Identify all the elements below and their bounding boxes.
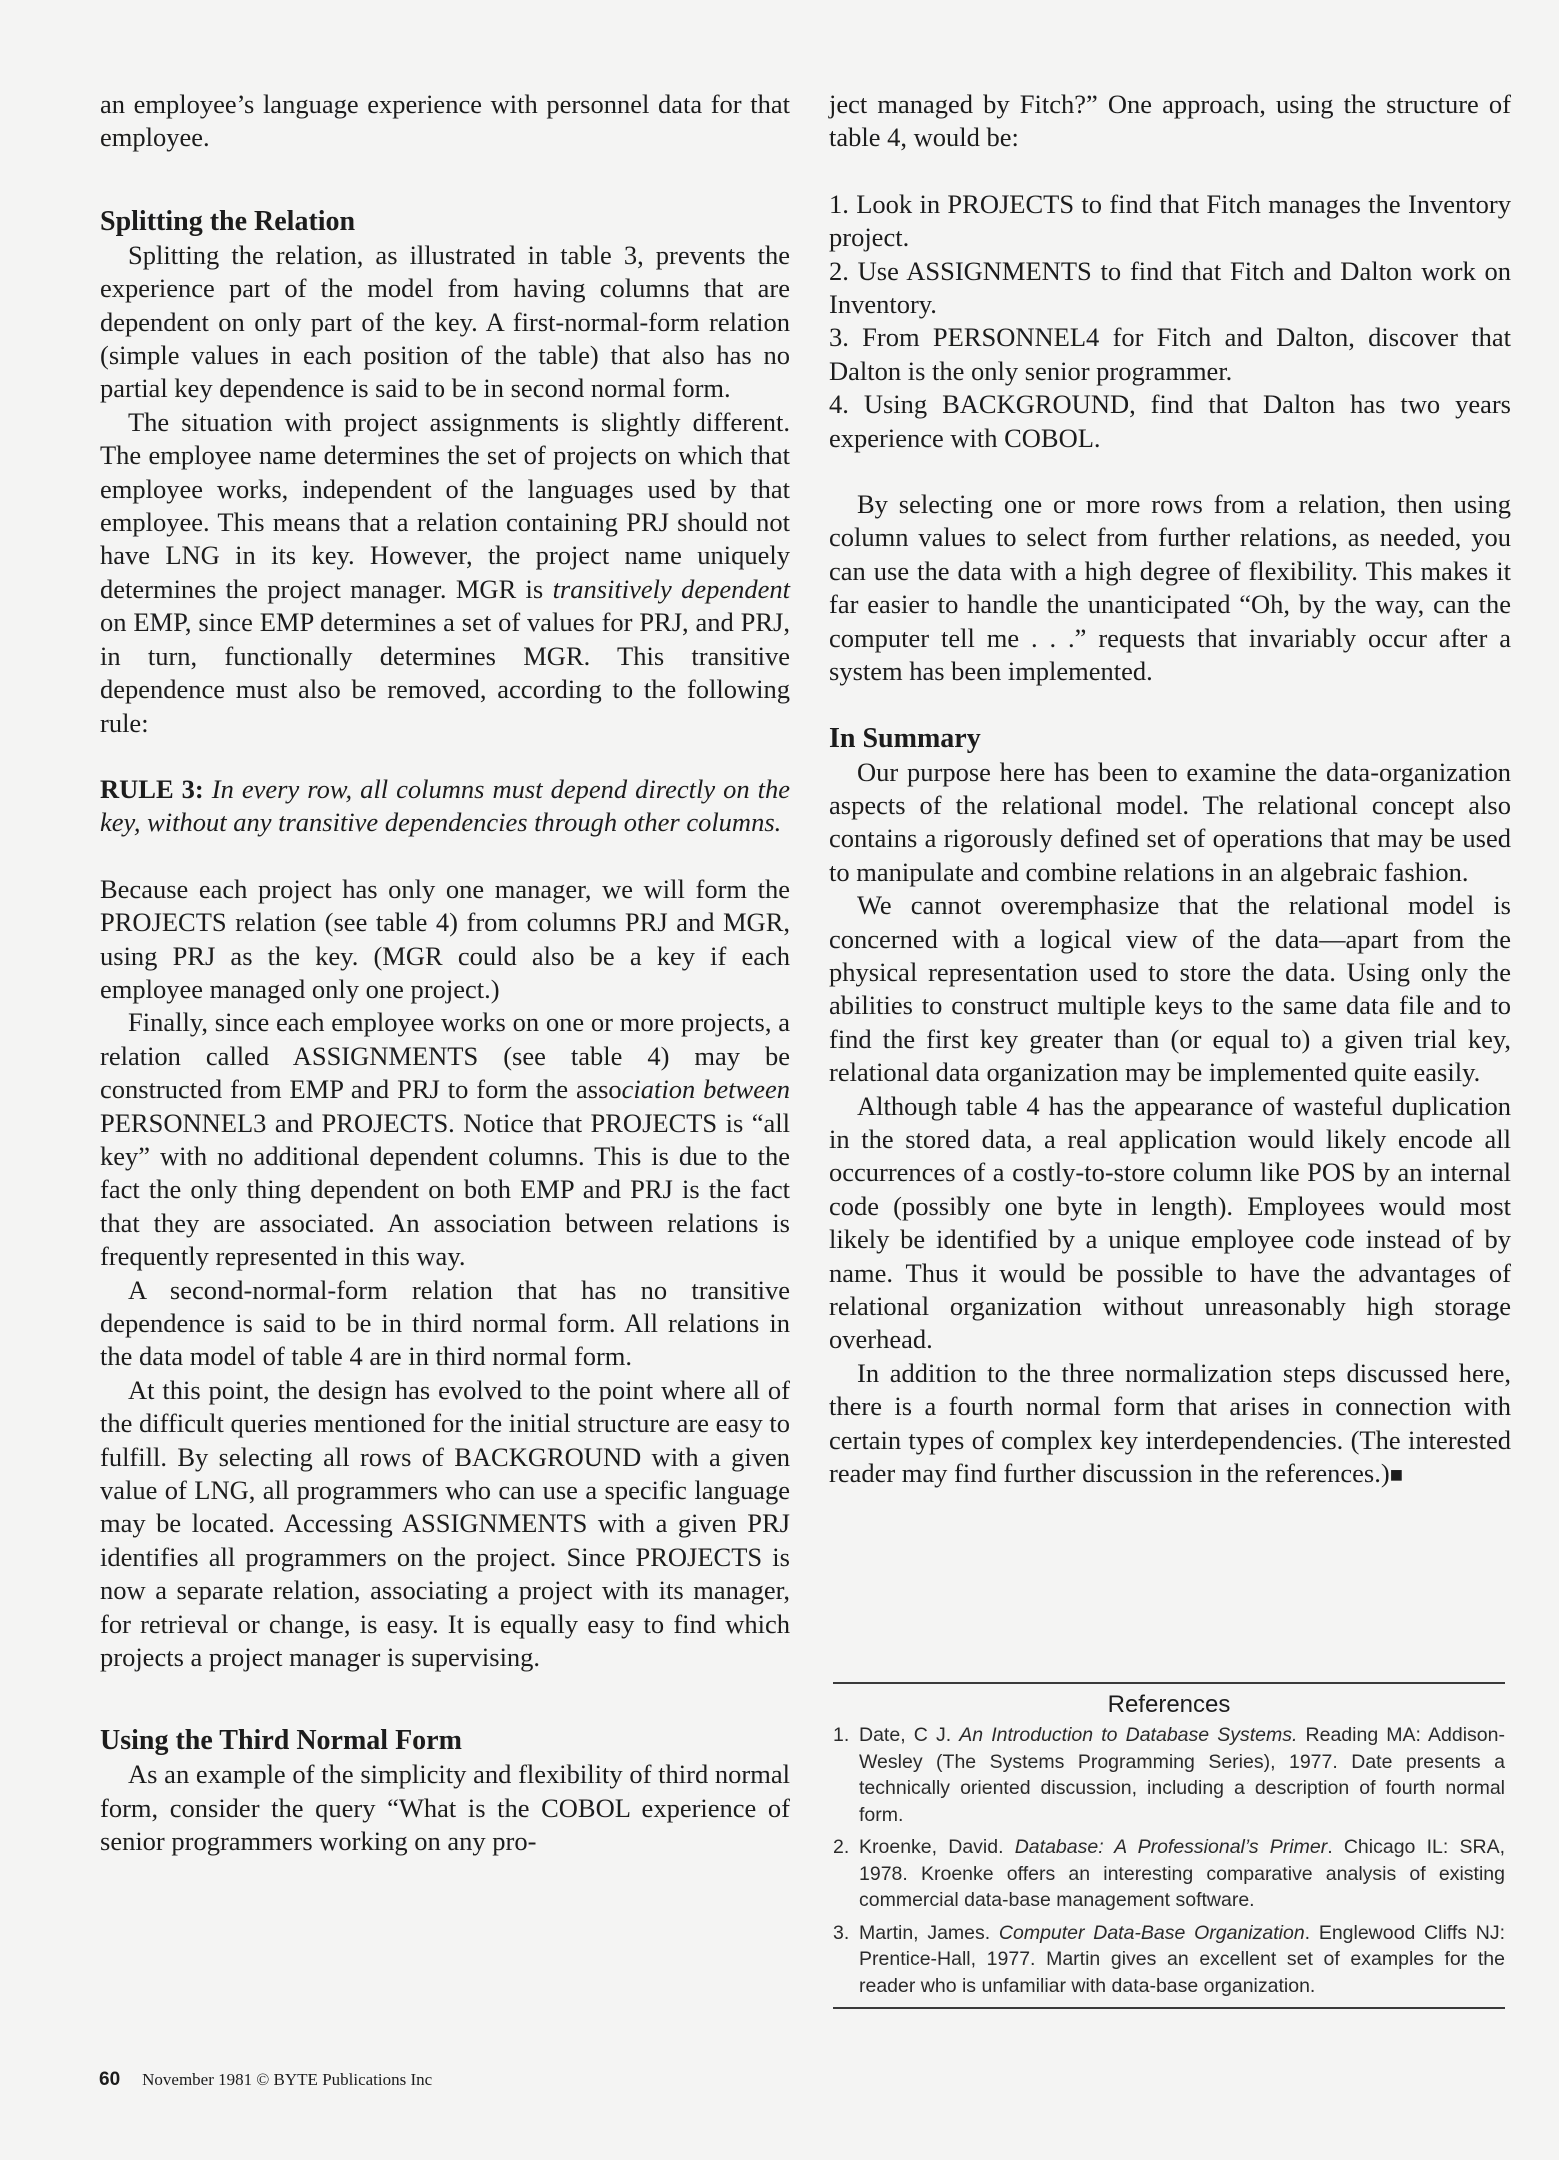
reference-title: Computer Data-Base Organization — [998, 1921, 1305, 1944]
references-title: References — [1107, 1691, 1231, 1718]
query-steps-list — [829, 188, 1511, 455]
paragraph-situation — [100, 406, 790, 740]
right-column — [829, 88, 1511, 1491]
rule-text: In every row, all columns must depend directly on the key, without any transitive dependencies through other columns. — [100, 773, 791, 838]
heading-in-summary: In Summary — [829, 722, 981, 754]
list-item: 2. Use ASSIGNMENTS to find that Fitch and Dalton work on Inventory. — [829, 255, 1511, 320]
references-box — [833, 1682, 1505, 2009]
list-item: 3. From PERSONNEL4 for Fitch and Dalton, discover that Dalton is the only senior programmer. — [829, 322, 1511, 386]
paragraph-intro: an employee’s language experience with personnel data for that employee. — [100, 89, 790, 153]
emphasis-text: ciation between — [621, 1074, 790, 1105]
reference-author: Martin, James. — [859, 1921, 999, 1944]
reference-item — [833, 1834, 1505, 1914]
text-run: PERSONNEL3 and PROJECTS. Notice that PROJECTS is “all key” with no additional dependent columns. This is due to the fact the only thing dependent on both EMP and PRJ is the fact that they are associated. An association between relations is frequently represented in this way. — [100, 1107, 790, 1272]
paragraph-splitting: Splitting the relation, as illustrated in table 3, prevents the experience part of the model from having columns that are dependent on only part of the key. A first-normal-form relation (simple values in each position of the table) that also has no partial key dependence is said to be in second normal form. — [100, 239, 790, 404]
paragraph-because: Because each project has only one manager, we will form the PROJECTS relation (see table 4) from columns PRJ and MGR, using PRJ as the key. (MGR could also be a key if each employee managed only one project.) — [100, 873, 790, 1004]
reference-details: . Englewood Cliffs NJ: Prentice-Hall, 1977. Martin gives an excellent set of examples for the reader who is unfamiliar with data-base organization. — [859, 1921, 1505, 1997]
paragraph-second-normal-form: A second-normal-form relation that has no transitive dependence is said to be in third normal form. All relations in the data model of table 4 are in third normal form. — [100, 1274, 790, 1372]
left-column — [100, 88, 790, 1859]
reference-number: 1. — [833, 1724, 850, 1746]
paragraph-finally — [100, 1006, 790, 1273]
paragraph-in-addition — [829, 1357, 1511, 1492]
reference-title: Database: A Professional’s Primer — [1014, 1836, 1328, 1858]
rule-label: RULE 3: — [100, 773, 204, 804]
list-item: 1. Look in PROJECTS to find that Fitch manages the Inventory project. — [829, 188, 1511, 253]
reference-text — [859, 1722, 1505, 1828]
reference-text — [859, 1834, 1505, 1914]
reference-details: Reading MA: Addison-Wesley (The Systems Programming Series), 1977. Date presents a technically oriented discussion, including a description of fourth normal form. — [859, 1724, 1505, 1826]
page-number: 60 — [99, 2069, 121, 2090]
reference-text — [859, 1920, 1505, 2000]
paragraph-although: Although table 4 has the appearance of wasteful duplication in the stored data, a real application would likely encode all occurrences of a costly-to-store column like POS by an internal code (possibly one byte in length). Employees would most likely be identified by a unique employee code instead of by name. Thus it would be possible to have the advantages of relational organization without unreasonably high storage overhead. — [829, 1090, 1511, 1355]
emphasis-text: transitively dependent — [552, 573, 791, 604]
reference-details: . Chicago IL: SRA, 1978. Kroenke offers an interesting comparative analysis of existing commercial data-base management software. — [859, 1836, 1505, 1911]
paragraph-using: As an example of the simplicity and flexibility of third normal form, consider the query “What is the COBOL experience of senior programmers working on any pro- — [100, 1759, 790, 1857]
heading-splitting-the-relation: Splitting the Relation — [100, 205, 356, 237]
paragraph-purpose: Our purpose here has been to examine the data-organization aspects of the relational model. The relational concept also contains a rigorously defined set of operations that may be used to manipulate and combine relations in an algebraic fashion. — [829, 756, 1511, 887]
publication-credit: November 1981 © BYTE Publications Inc — [142, 2070, 433, 2089]
list-item: 4. Using BACKGROUND, find that Dalton has two years experience with COBOL. — [829, 389, 1511, 453]
reference-number: 3. — [833, 1921, 850, 1944]
paragraph-continuation: ject managed by Fitch?” One approach, using the structure of table 4, would be: — [829, 89, 1511, 153]
text-run: In addition to the three normalization steps discussed here, there is a fourth normal form that arises in connection with certain types of complex key interdependencies. (The interested reader may find further discussion in the references.) — [829, 1357, 1511, 1489]
paragraph-by-selecting: By selecting one or more rows from a relation, then using column values to select from further relations, as needed, you can use the data with a high degree of flexibility. This makes it far easier to handle the unanticipated “Oh, by the way, can the computer tell me . . .” requests that invariably occur after a system has been implemented. — [829, 489, 1511, 687]
page-footer — [99, 2070, 432, 2090]
rule-3 — [100, 773, 790, 840]
paragraph-at-this-point: At this point, the design has evolved to the point where all of the difficult queries mentioned for the initial structure are easy to fulfill. By selecting all rows of BACKGROUND with a given value of LNG, all programmers who can use a specific language may be located. Accessing ASSIGNMENTS with a given PRJ identifies all programmers on the project. Since PROJECTS is now a separate relation, associating a project with its manager, for retrieval or change, is easy. It is equally easy to find which projects a project manager is supervising. — [100, 1374, 790, 1673]
paragraph-cannot-overemphasize: We cannot overemphasize that the relational model is concerned with a logical view of the data—apart from the physical representation used to store the data. Using only the abilities to construct multiple keys to the same data file and to find the first key greater than (or equal to) a given trial key, relational data organization may be implemented quite easily. — [829, 890, 1511, 1088]
text-run: on EMP, since EMP determines a set of values for PRJ, and PRJ, in turn, functionally determines MGR. This transitive dependence must also be removed, according to the following rule: — [100, 607, 790, 738]
reference-number: 2. — [833, 1836, 850, 1858]
reference-item — [833, 1920, 1505, 2000]
text-run: The situation with project assignments is slightly different. The employee name determines the set of projects on which that employee works, independent of the languages used by that employee. This means that a relation containing PRJ should not have LNG in its key. However, the project name uniquely determines the project manager. MGR is — [100, 406, 790, 604]
reference-author: Kroenke, David. — [859, 1836, 1015, 1858]
reference-title: An Introduction to Database Systems. — [959, 1724, 1298, 1746]
reference-item — [833, 1722, 1505, 1828]
heading-using-third-normal-form: Using the Third Normal Form — [100, 1725, 462, 1757]
text-run: Finally, since each employee works on one or more projects, a relation called ASSIGNMENTS (see table 4) may be constructed from EMP and PRJ to form the asso — [100, 1007, 790, 1105]
end-of-article-square-icon: ■ — [1389, 1462, 1403, 1488]
reference-author: Date, C J. — [859, 1724, 960, 1746]
